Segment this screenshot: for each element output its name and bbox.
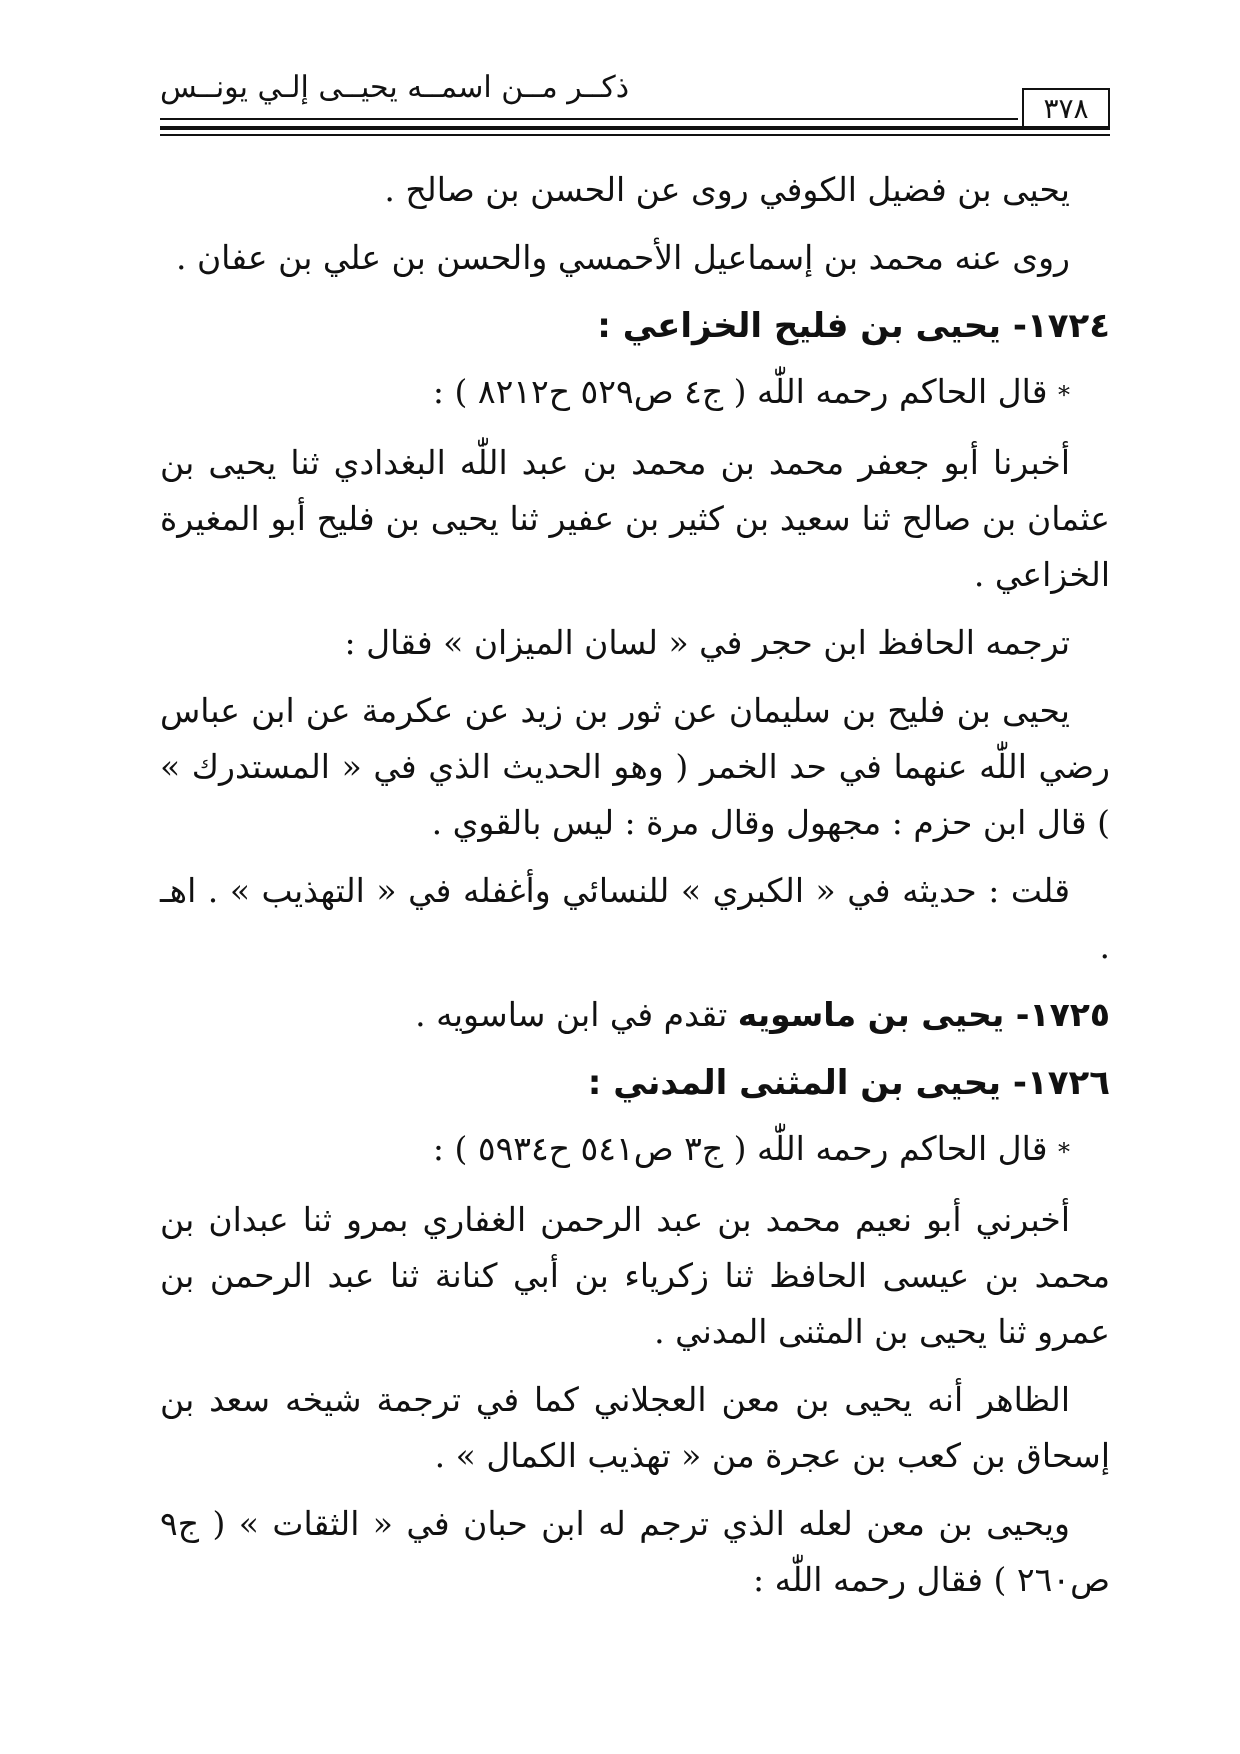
paragraph-3 <box>160 364 1110 423</box>
entry-heading-1725: ١٧٢٥- يحيى بن ماسويه <box>737 995 1110 1034</box>
asterisk-marker: * <box>1058 1138 1070 1166</box>
entry-heading-1724: ١٧٢٤- يحيى بن فليح الخزاعي : <box>597 306 1110 346</box>
running-title: ذكــر مــن اسمــه يحيــى إلـي يونــس <box>160 70 630 105</box>
entry-heading-1726: ١٧٢٦- يحيى بن المثنى المدني : <box>587 1063 1110 1103</box>
page-header <box>160 60 1110 140</box>
paragraph-1: يحيى بن فضيل الكوفي روى عن الحسن بن صالح . <box>384 170 1070 209</box>
entry-1725 <box>160 987 1110 1043</box>
entry-1725-text: تقدم في ابن ساسويه . <box>415 995 738 1034</box>
paragraph-9: أخبرني أبو نعيم محمد بن عبد الرحمن الغفاري بمرو ثنا عبدان بن محمد بن عيسى الحافظ ثنا زكرياء بن أبي كنانة ثنا عبد الرحمن بن عمرو ثنا يحيى بن المثنى المدني . <box>160 1200 1110 1351</box>
paragraph-8-text: قال الحاكم رحمه اللّٰه ( ج٣ ص٥٤١ ح٥٩٣٤ ) : <box>432 1129 1048 1168</box>
page-body <box>160 162 1110 1620</box>
asterisk-marker: * <box>1058 381 1070 409</box>
paragraph-7: قلت : حديثه في « الكبري » للنسائي وأغفله في « التهذيب » . اهـ . <box>160 871 1110 966</box>
header-rule-thick <box>160 126 1110 130</box>
paragraph-8 <box>160 1121 1110 1180</box>
paragraph-3-text: قال الحاكم رحمه اللّٰه ( ج٤ ص٥٢٩ ح٨٢١٢ ) : <box>432 372 1048 411</box>
paragraph-4: أخبرنا أبو جعفر محمد بن محمد بن عبد اللّٰه البغدادي ثنا يحيى بن عثمان بن صالح ثنا سعيد بن كثير بن عفير ثنا يحيى بن فليح أبو المغيرة الخزاعي . <box>160 443 1111 594</box>
paragraph-2: روى عنه محمد بن إسماعيل الأحمسي والحسن بن علي بن عفان . <box>175 238 1070 277</box>
header-rule-thin <box>160 134 1110 136</box>
paragraph-6: يحيى بن فليح بن سليمان عن ثور بن زيد عن عكرمة عن ابن عباس رضي اللّٰه عنهما في حد الخمر ( وهو الحديث الذي في « المستدرك » ) قال ابن حزم : مجهول وقال مرة : ليس بالقوي . <box>160 691 1110 842</box>
header-rule-upper <box>160 118 1018 120</box>
paragraph-5: ترجمه الحافظ ابن حجر في « لسان الميزان » فقال : <box>344 623 1070 662</box>
paragraph-10: الظاهر أنه يحيى بن معن العجلاني كما في ترجمة شيخه سعد بن إسحاق بن كعب بن عجرة من « تهذيب الكمال » . <box>160 1380 1110 1475</box>
paragraph-11: ويحيى بن معن لعله الذي ترجم له ابن حبان في « الثقات » ( ج٩ ص٢٦٠ ) فقال رحمه اللّٰه : <box>160 1504 1110 1599</box>
page-number: ٣٧٨ <box>1022 88 1110 126</box>
